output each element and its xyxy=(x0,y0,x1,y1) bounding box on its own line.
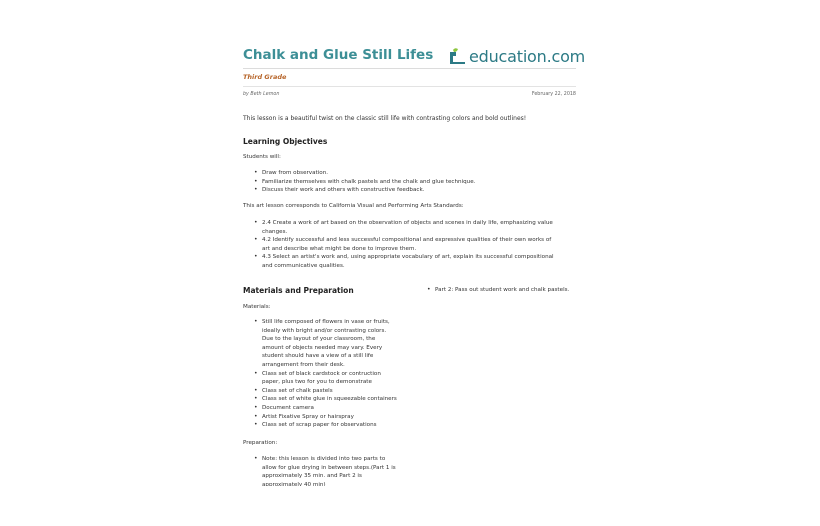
list-item: • 2.4 Create a work of art based on the observation of objects and scenes in daily life, emphasizing value changes. xyxy=(254,219,576,236)
list-item: • Class set of chalk pastels xyxy=(254,387,414,396)
list-item: • 4.2 Identify successful and less successful compositional and expressive qualities of their own works of art and describe what might be done to improve them. xyxy=(254,236,576,253)
intro-text: This lesson is a beautiful twist on the classic still life with contrasting colors and bold outlines! xyxy=(243,115,527,122)
preparation-clip xyxy=(243,455,423,486)
objectives-list xyxy=(254,169,574,195)
materials-lead: Materials: xyxy=(243,304,271,310)
list-item: • Draw from observation. xyxy=(254,169,574,178)
objectives-lead: Students will: xyxy=(243,154,281,160)
right-column-list xyxy=(427,286,587,295)
meta-divider xyxy=(243,86,576,87)
brand-logo[interactable] xyxy=(447,44,585,68)
list-item: • Discuss their work and others with constructive feedback. xyxy=(254,186,574,195)
list-item: • Still life composed of flowers in vase or fruits, ideally with bright and/or contrasting colors. Due to the layout of your classroom, the amount of objects needed may vary. Every student should have a view of a still life arrangement from their desk. xyxy=(254,318,414,370)
brand-name: education.com xyxy=(469,46,586,66)
materials-heading: Materials and Preparation xyxy=(243,286,354,295)
preparation-lead: Preparation: xyxy=(243,440,278,446)
header-divider xyxy=(243,68,576,69)
author-byline: by Beth Lemon xyxy=(243,92,280,97)
materials-list xyxy=(254,318,414,430)
list-item: • Artist Fixative Spray or hairspray xyxy=(254,413,414,422)
preparation-list xyxy=(254,455,419,486)
objectives-heading: Learning Objectives xyxy=(243,137,328,146)
publish-date: February 22, 2018 xyxy=(531,92,576,97)
standards-lead: This art lesson corresponds to California Visual and Performing Arts Standards: xyxy=(243,203,464,209)
list-item: • 4.3 Select an artist's work and, using appropriate vocabulary of art, explain its successful compositional and communicative qualities. xyxy=(254,253,576,270)
list-item: • Part 2: Pass out student work and chalk pastels. xyxy=(427,286,587,295)
list-item: • Class set of scrap paper for observations xyxy=(254,421,414,430)
list-item: • Familiarize themselves with chalk pastels and the chalk and glue technique. xyxy=(254,178,574,187)
lesson-title: Chalk and Glue Still Lifes xyxy=(243,47,434,63)
standards-list xyxy=(254,219,576,271)
list-item: • Document camera xyxy=(254,404,414,413)
list-item: • Class set of black cardstock or contruction paper, plus two for you to demonstrate xyxy=(254,370,414,387)
list-item: • Note: this lesson is divided into two parts to allow for glue drying in between steps.(Part 1 is approximately 35 min. and Part 2 is approximately 40 min) xyxy=(254,455,419,486)
hand-apple-icon xyxy=(447,45,469,67)
grade-label: Third Grade xyxy=(243,73,287,81)
list-item: • Class set of white glue in squeezable containers xyxy=(254,395,414,404)
